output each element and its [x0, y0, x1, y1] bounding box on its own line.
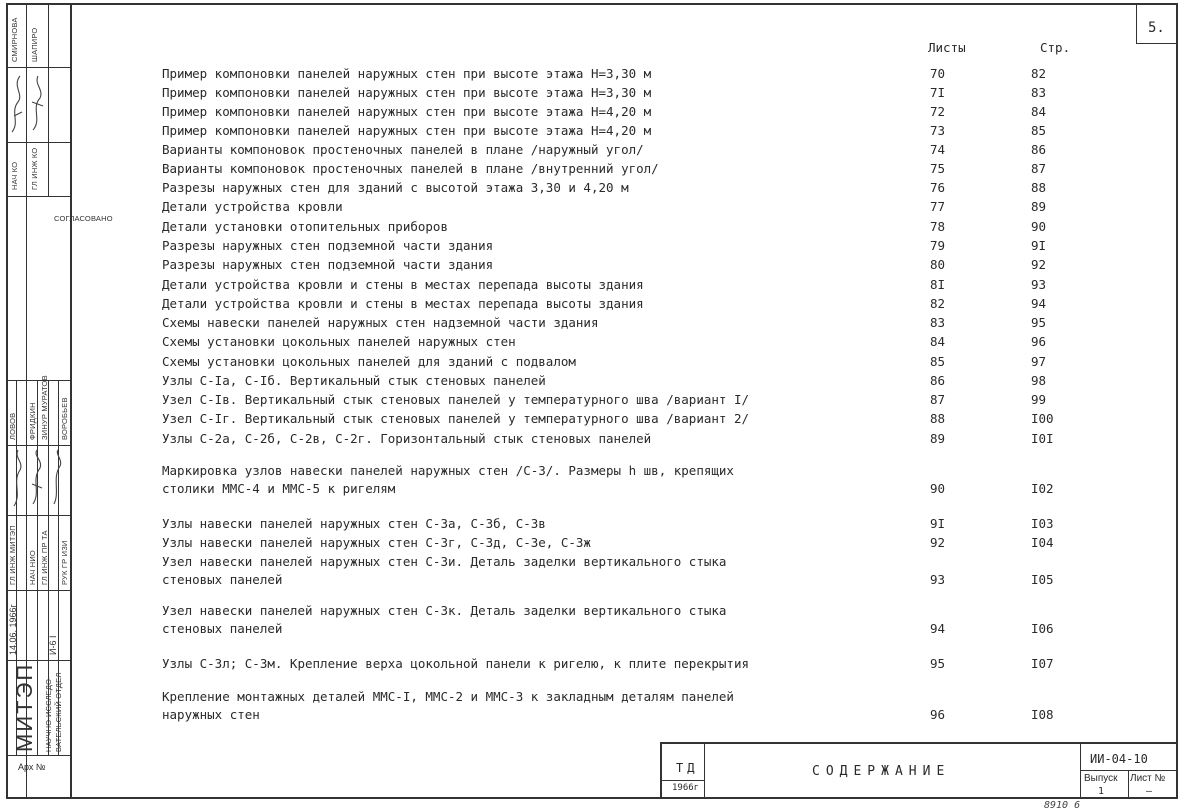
contents-row [162, 534, 1054, 552]
row-title: Узлы С-Iа, С-Iб. Вертикальный стык стеновых панелей [162, 373, 546, 388]
row-page-number: 98 [1031, 373, 1047, 388]
row-title: Узлы навески панелей наружных стен С-3а, С-3б, С-3в [162, 516, 546, 531]
row-sheet-number: 89 [930, 431, 946, 446]
sidebar-rule [6, 590, 72, 591]
row-title: Разрезы наружных стен для зданий с высотой этажа 3,30 и 4,20 м [162, 180, 629, 195]
row-page-number: 86 [1031, 142, 1047, 157]
sidebar-name-shapiro: ШАПИРО [30, 27, 39, 62]
sheet-label: Лист № [1130, 773, 1166, 784]
row-page-number: 88 [1031, 180, 1047, 195]
row-sheet-number: 93 [930, 572, 946, 587]
row-page-number: 94 [1031, 296, 1047, 311]
sidebar-role-gl-inzh-ko: ГЛ ИНЖ КО [30, 147, 39, 190]
row-title: Маркировка узлов навески панелей наружных стен /С-3/. Размеры h шв, крепящих столики ММС-4 и ММС-5 к ригелям [162, 463, 734, 496]
sidebar-rule [6, 660, 72, 661]
contents-row [162, 276, 1047, 294]
sidebar-rule [6, 445, 72, 446]
row-title: Узел С-Iг. Вертикальный стык стеновых панелей у температурного шва /вариант 2/ [162, 411, 749, 426]
row-title: Схемы установки цокольных панелей для зданий с подвалом [162, 354, 576, 369]
row-page-number: 93 [1031, 277, 1047, 292]
title-block-divider [704, 742, 705, 799]
row-page-number: 85 [1031, 123, 1047, 138]
contents-row [162, 103, 1047, 121]
sidebar-rule [6, 67, 72, 68]
contents-row [162, 515, 1054, 533]
row-title: Варианты компоновок простеночных панелей в плане /наружный угол/ [162, 142, 644, 157]
sidebar-role-gl-inzh-mitep: ГЛ ИНЖ МИТЭП [8, 525, 17, 585]
sidebar-rule [6, 755, 72, 756]
row-title: Варианты компоновок простеночных панелей в плане /внутренний угол/ [162, 161, 659, 176]
row-title: Детали установки отопительных приборов [162, 219, 448, 234]
row-title: Узел навески панелей наружных стен С-3и. Деталь заделки вертикального стыка стеновых панелей [162, 554, 727, 587]
row-sheet-number: 90 [930, 481, 946, 496]
row-title: Схемы установки цокольных панелей наружных стен [162, 334, 516, 349]
row-page-number: I06 [1031, 621, 1054, 636]
row-page-number: I03 [1031, 516, 1054, 531]
signature-mark [8, 72, 26, 137]
row-title: Пример компоновки панелей наружных стен при высоте этажа Н=4,20 м [162, 104, 652, 119]
signature-mark [28, 448, 48, 510]
contents-row [162, 65, 1047, 83]
contents-row [162, 391, 1047, 409]
contents-row [162, 410, 1054, 428]
row-page-number: 95 [1031, 315, 1047, 330]
title-block-rule [1080, 770, 1178, 771]
row-title: Узел С-Iв. Вертикальный стык стеновых панелей у температурного шва /вариант I/ [162, 392, 749, 407]
row-page-number: I05 [1031, 572, 1054, 587]
contents-row [162, 122, 1047, 140]
contents-row [162, 84, 1047, 102]
contents-row [162, 198, 1047, 216]
contents-row [162, 256, 1047, 274]
row-sheet-number: 79 [930, 238, 946, 253]
title-block-divider [1128, 770, 1129, 799]
row-sheet-number: 74 [930, 142, 946, 157]
sidebar-name-muratov: ЗИНУР МУРАТОВ [40, 375, 49, 440]
row-sheet-number: 72 [930, 104, 946, 119]
sidebar-role-ruk-gr: РУК ГР ИЗИ [60, 540, 69, 585]
row-title: Разрезы наружных стен подземной части здания [162, 257, 494, 272]
footer-handwritten-note: 8910 6 [1044, 800, 1081, 811]
row-sheet-number: 96 [930, 707, 946, 722]
contents-row [162, 462, 1054, 498]
row-sheet-number: 95 [930, 656, 946, 671]
row-sheet-number: 85 [930, 354, 946, 369]
column-header-sheets: Листы [928, 40, 966, 55]
row-title: Детали устройства кровли и стены в местах перепада высоты здания [162, 296, 644, 311]
sidebar-date: 14.06. 1966г [8, 604, 18, 655]
row-title: Пример компоновки панелей наружных стен при высоте этажа Н=3,30 м [162, 66, 652, 81]
row-title: Узлы С-3л; С-3м. Крепление верха цокольной панели к ригелю, к плите перекрытия [162, 656, 749, 671]
sidebar-rule [6, 142, 72, 143]
sheet-value: — [1146, 786, 1153, 797]
row-sheet-number: 76 [930, 180, 946, 195]
row-sheet-number: 73 [930, 123, 946, 138]
issue-value: 1 [1098, 786, 1105, 797]
contents-row [162, 602, 1054, 638]
contents-row [162, 295, 1047, 313]
contents-row [162, 237, 1047, 255]
sidebar-rule [6, 196, 72, 197]
sidebar-name-fridkin: ФРИДКИН [28, 402, 37, 440]
row-title: Пример компоновки панелей наружных стен при высоте этажа Н=3,30 м [162, 85, 652, 100]
row-page-number: 9I [1031, 238, 1047, 253]
contents-row [162, 430, 1054, 448]
sidebar-code: И-6 I [48, 635, 58, 655]
signature-mark [8, 448, 28, 510]
row-page-number: I00 [1031, 411, 1054, 426]
row-page-number: 97 [1031, 354, 1047, 369]
sidebar-role-nach-nio: НАЧ НИО [28, 550, 37, 585]
contents-row [162, 179, 1047, 197]
sidebar-role-nach-ko: НАЧ КО [10, 161, 19, 190]
stamp-td-label: ТД [676, 761, 699, 775]
contents-row [162, 353, 1047, 371]
row-page-number: 82 [1031, 66, 1047, 81]
row-sheet-number: 8I [930, 277, 946, 292]
row-title: Узлы навески панелей наружных стен С-3г, С-3д, С-3е, С-3ж [162, 535, 591, 550]
row-page-number: 83 [1031, 85, 1047, 100]
sidebar-org-name: МИТЭП [12, 662, 37, 752]
row-title: Детали устройства кровли [162, 199, 343, 214]
row-title: Схемы навески панелей наружных стен надземной части здания [162, 315, 599, 330]
page-number: 5. [1148, 20, 1165, 36]
row-sheet-number: 82 [930, 296, 946, 311]
row-page-number: 84 [1031, 104, 1047, 119]
row-sheet-number: 88 [930, 411, 946, 426]
sidebar-rule [6, 515, 72, 516]
row-sheet-number: 7I [930, 85, 946, 100]
sidebar-name-vorobyev: ВОРОБЬЕВ [60, 397, 69, 440]
row-page-number: I0I [1031, 431, 1054, 446]
document-title: СОДЕРЖАНИЕ [812, 764, 951, 779]
row-page-number: I08 [1031, 707, 1054, 722]
row-page-number: 96 [1031, 334, 1047, 349]
contents-row [162, 160, 1047, 178]
row-sheet-number: 87 [930, 392, 946, 407]
contents-row [162, 372, 1047, 390]
row-title: Детали устройства кровли и стены в местах перепада высоты здания [162, 277, 644, 292]
sidebar-dept-name: НАУЧНО-ИССЛЕДО- ВАТЕЛЬСКИЙ ОТДЕЛ [44, 672, 63, 752]
stamp-year: 1966г [672, 783, 700, 793]
sidebar-name-smirnova: СМИРНОВА [10, 17, 19, 62]
contents-row [162, 553, 1054, 589]
sidebar-rule [6, 380, 72, 381]
row-page-number: 87 [1031, 161, 1047, 176]
row-sheet-number: 75 [930, 161, 946, 176]
signature-mark [28, 72, 46, 137]
row-page-number: I02 [1031, 481, 1054, 496]
row-sheet-number: 80 [930, 257, 946, 272]
row-title: Пример компоновки панелей наружных стен при высоте этажа Н=4,20 м [162, 123, 652, 138]
row-title: Узел навески панелей наружных стен С-3к. Деталь заделки вертикального стыка стеновых панелей [162, 603, 727, 636]
contents-row [162, 314, 1047, 332]
row-title: Узлы С-2а, С-2б, С-2в, С-2г. Горизонтальный стык стеновых панелей [162, 431, 652, 446]
row-page-number: I04 [1031, 535, 1054, 550]
contents-row [162, 688, 1054, 724]
sidebar-role-gl-inzh-pr: ГЛ ИНЖ ПР ТА [40, 530, 49, 585]
sidebar-divider [48, 3, 49, 196]
contents-row [162, 218, 1047, 236]
row-sheet-number: 86 [930, 373, 946, 388]
row-title: Крепление монтажных деталей ММС-I, ММС-2 и ММС-3 к закладным деталям панелей наружных стен [162, 689, 734, 722]
column-header-pages: Стр. [1040, 40, 1071, 55]
row-page-number: 89 [1031, 199, 1047, 214]
sidebar-arch-label: Арх № [18, 762, 46, 772]
row-sheet-number: 83 [930, 315, 946, 330]
row-sheet-number: 78 [930, 219, 946, 234]
sidebar-agreed-label: СОГЛАСОВАНО [54, 214, 113, 223]
row-sheet-number: 77 [930, 199, 946, 214]
issue-label: Выпуск [1084, 773, 1118, 784]
title-block-rule [660, 780, 704, 781]
row-sheet-number: 92 [930, 535, 946, 550]
row-page-number: 99 [1031, 392, 1047, 407]
row-page-number: I07 [1031, 656, 1054, 671]
row-sheet-number: 9I [930, 516, 946, 531]
sidebar-name-lovov: ЛОВОВ [8, 412, 17, 440]
row-sheet-number: 70 [930, 66, 946, 81]
signature-mark [48, 448, 68, 510]
row-page-number: 90 [1031, 219, 1047, 234]
row-page-number: 92 [1031, 257, 1047, 272]
row-sheet-number: 84 [930, 334, 946, 349]
contents-row [162, 141, 1047, 159]
row-sheet-number: 94 [930, 621, 946, 636]
row-title: Разрезы наружных стен подземной части здания [162, 238, 494, 253]
contents-row [162, 655, 1054, 673]
document-code: ИИ-04-10 [1090, 752, 1148, 766]
contents-row [162, 333, 1047, 351]
